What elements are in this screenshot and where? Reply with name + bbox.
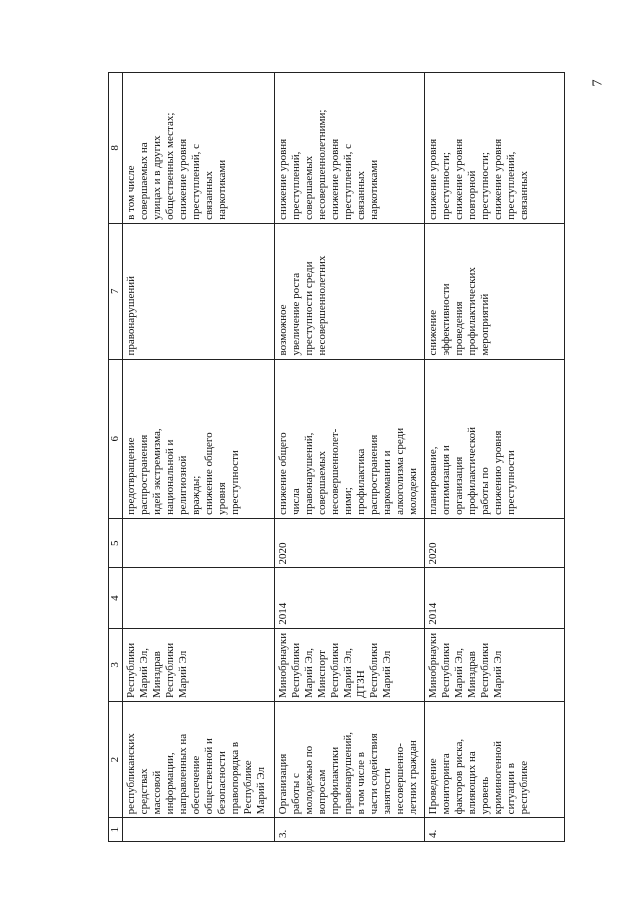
measure-name: Проведение мониторинга факторов риска, влияющих на уровень криминогенной ситуации в республике xyxy=(425,702,565,818)
col-header-7: 7 xyxy=(109,223,123,359)
start-year: 2014 xyxy=(275,568,425,628)
col-header-5: 5 xyxy=(109,518,123,568)
col-header-4: 4 xyxy=(109,568,123,628)
col-header-8: 8 xyxy=(109,73,123,224)
executors: Минобрнауки Республики Марий Эл, Минздрав Республики Марий Эл xyxy=(425,628,565,701)
row-number: 4. xyxy=(425,818,565,842)
row-number: 3. xyxy=(275,818,425,842)
col-header-2: 2 xyxy=(109,702,123,818)
col-header-1: 1 xyxy=(109,818,123,842)
results: снижение уровня преступности; снижение уровня повторной преступности; снижение уровня преступлений, связанных xyxy=(425,73,565,224)
risks: правонарушений xyxy=(123,223,275,359)
measure-name: республиканских средствах массовой информации, направленных на обеспечение общественной и безопасности правопорядка в Республике Марий Эл xyxy=(123,702,275,818)
executors: Республики Марий Эл, Минздрав Республики Марий Эл xyxy=(123,628,275,701)
table-row xyxy=(425,73,565,842)
results: в том числе совершаемых на улицах и в других общественных местах; снижение уровня преступлений, с связанных наркотиками xyxy=(123,73,275,224)
row-number xyxy=(123,818,275,842)
header-row xyxy=(109,73,123,842)
col-header-3: 3 xyxy=(109,628,123,701)
end-year: 2020 xyxy=(425,518,565,568)
rotated-table-wrapper xyxy=(108,72,578,842)
results: снижение уровня преступлений, совершаемых несовершеннолетними; снижение уровня преступлений, с связанных наркотиками xyxy=(275,73,425,224)
risks: возможное увеличение роста преступности среди несовершеннолетних xyxy=(275,223,425,359)
page-number: 7 xyxy=(590,79,606,87)
col-header-6: 6 xyxy=(109,359,123,518)
end-year: 2020 xyxy=(275,518,425,568)
table-row xyxy=(123,73,275,842)
tasks: предотвращение распространения идей экстремизма, национальной и религиозной вражды; снижение общего уровня преступности xyxy=(123,359,275,518)
start-year xyxy=(123,568,275,628)
start-year: 2014 xyxy=(425,568,565,628)
program-table xyxy=(108,72,565,842)
risks: снижение эффективности проведения профилактических мероприятий xyxy=(425,223,565,359)
table-row xyxy=(275,73,425,842)
measure-name: Организация работы с молодежью по вопросам профилактики правонарушений, в том числе в части содействия занятости несовершенно- летних граждан xyxy=(275,702,425,818)
executors: Минобрнауки Республики Марий Эл, Минспорт Республики Марий Эл, ДТЗН Республики Марий Эл xyxy=(275,628,425,701)
tasks: снижение общего числа правонарушений, совершаемых несовершеннолет- ними; профилактика распространения наркомании и алкоголизма среди молодежи xyxy=(275,359,425,518)
tasks: планирование, оптимизация и организация профилактической работы по снижению уровня преступности xyxy=(425,359,565,518)
end-year xyxy=(123,518,275,568)
